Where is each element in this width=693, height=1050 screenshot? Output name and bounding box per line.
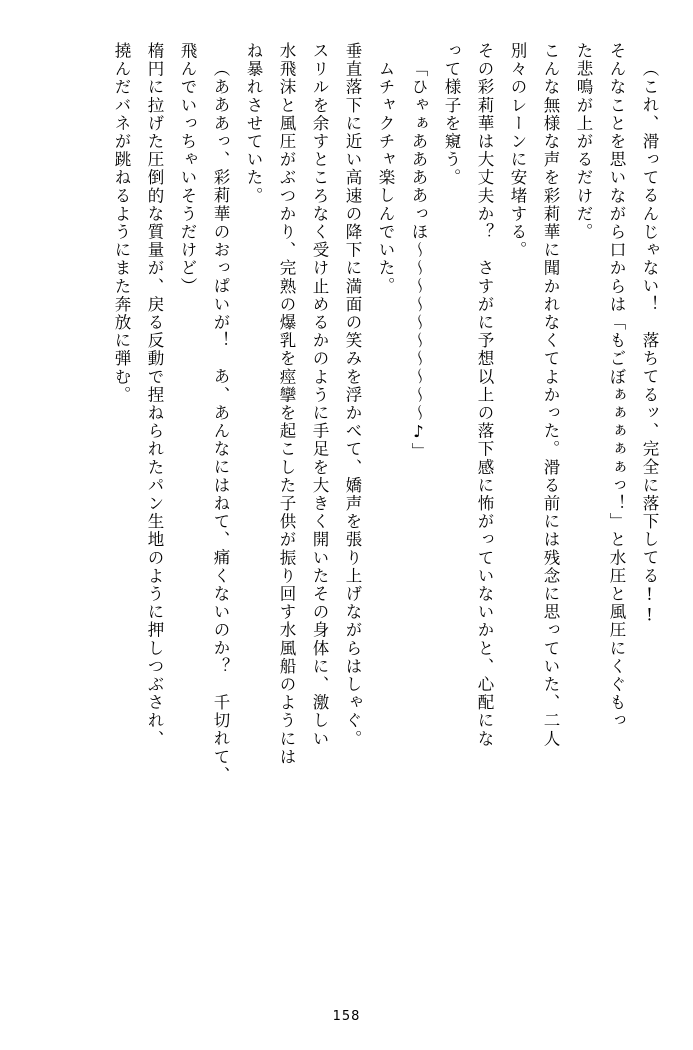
text-line: こんな無様な声を彩莉華に聞かれなくてよかった。滑る前には残念に思っていた、二人 [541,42,560,748]
text-line: 垂直落下に近い高速の降下に満面の笑みを浮かべて、嬌声を張り上げながらはしゃぐ。 [343,42,362,748]
vertical-text-body [36,42,657,972]
text-line: 楕円に拉げた圧倒的な質量が、戻る反動で捏ねられたパン生地のように押しつぶされ、 [145,42,164,748]
text-line: 水飛沫と風圧がぶつかり、完熟の爆乳を痙攣を起こした子供が振り回す水風船のようには [277,42,296,766]
text-line: ムチャクチャ楽しんでいた。 [376,60,395,296]
page-number: 158 [332,1009,361,1024]
text-line: 「ひゃぁああああっほ～～～～～～～～～～♪」 [409,60,428,461]
text-line: （あああっ、彩莉華のおっぱいが！ あ、あんなにはねて、痛くないのか？ 千切れて、 [211,60,230,784]
text-line: （これ、滑ってるんじゃない！ 落ちてるッ、完全に落下してる!! [640,60,659,627]
text-line: そんなことを思いながら口からは「もごぼぁぁぁぁぁっ！」と水圧と風圧にくぐもっ [607,42,626,730]
text-line: た悲鳴が上がるだけだ。 [574,42,593,242]
text-line: って様子を窺う。 [442,42,461,187]
text-line: その彩莉華は大丈夫か？ さすがに予想以上の落下感に怖がっていないかと、心配にな [475,42,494,748]
text-line: ね暴れさせていた。 [244,42,263,205]
text-line: スリルを余すところなく受け止めるかのように手足を大きく開いたその身体に、激しい [310,42,329,748]
text-line: 飛んでいっちゃいそうだけど） [178,42,197,296]
text-line: 別々のレーンに安堵する。 [508,42,527,260]
text-line: 撓んだバネが跳ねるようにまた奔放に弾む。 [112,42,131,404]
